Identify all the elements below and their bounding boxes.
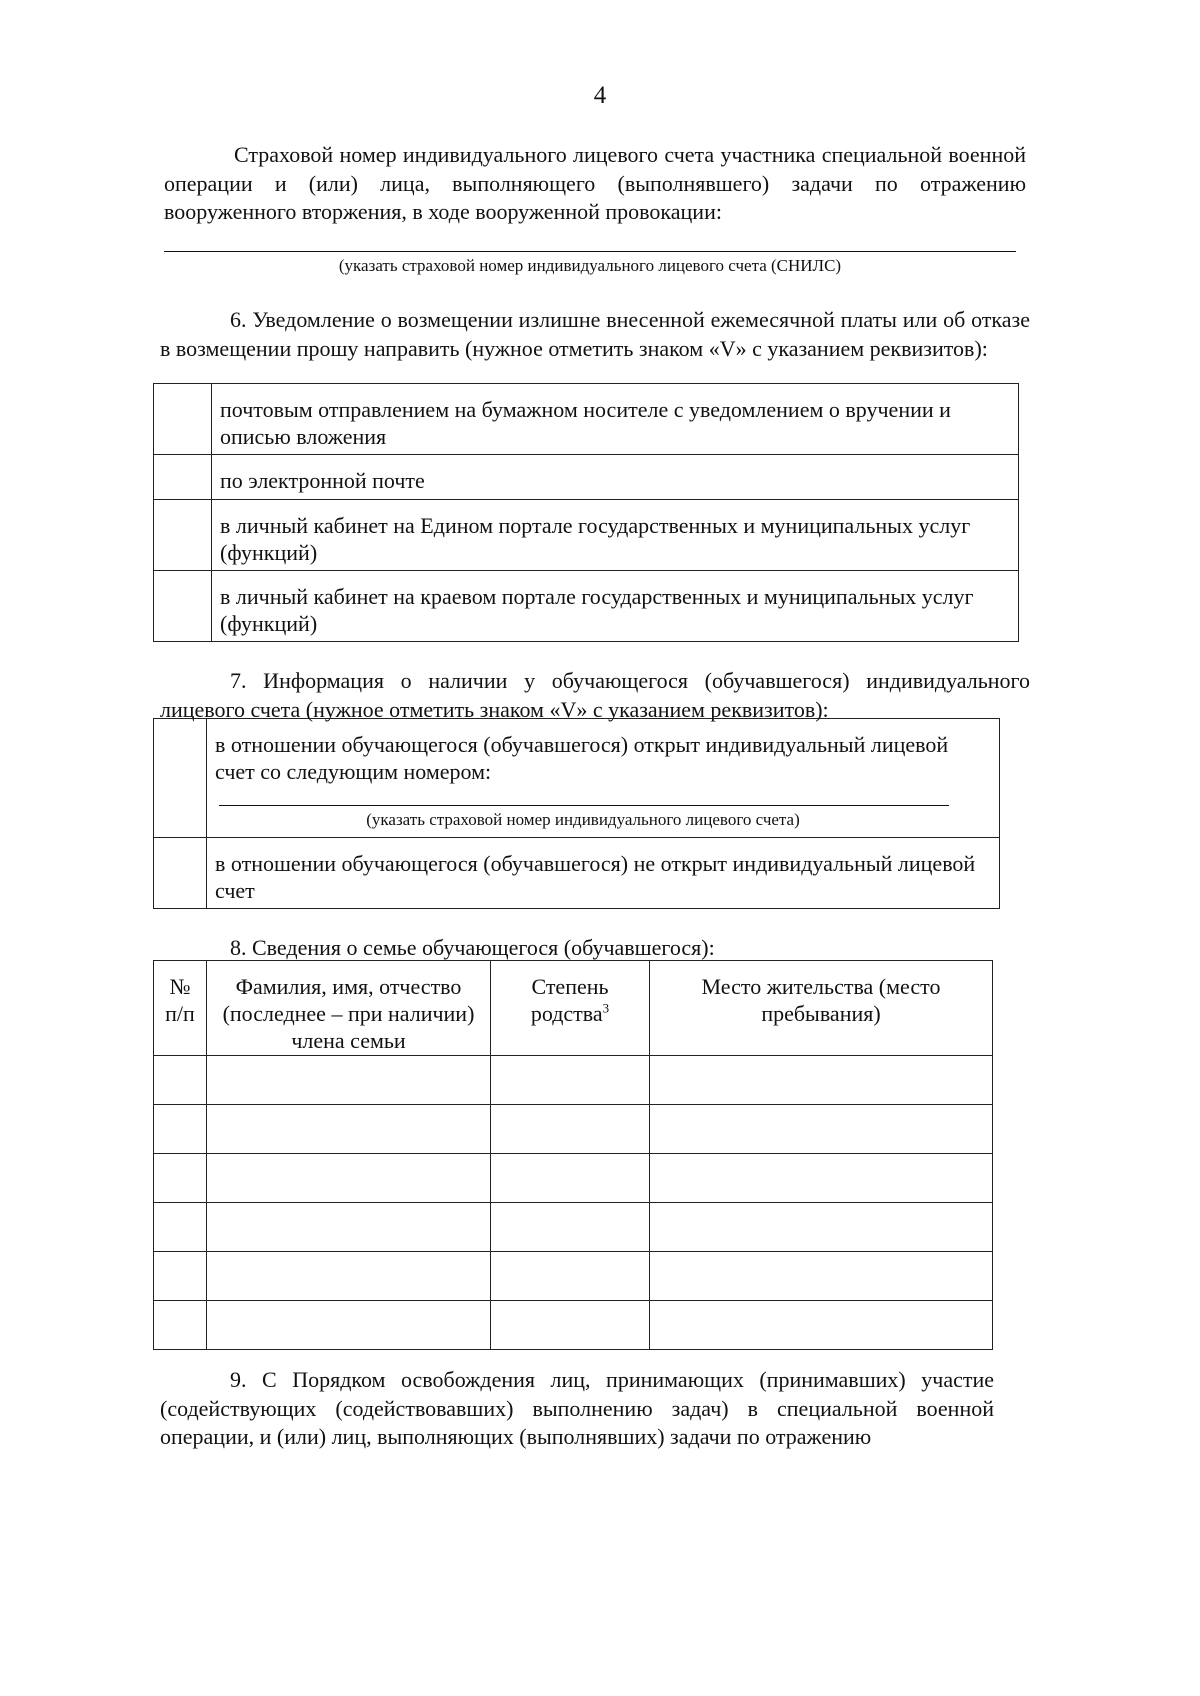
checkbox-postal[interactable] (154, 384, 212, 455)
col-relation-label: Степень родства (530, 974, 609, 1026)
cell-number[interactable] (154, 1154, 207, 1203)
option-row (154, 571, 1019, 642)
cell-relation[interactable] (491, 1203, 650, 1252)
account-number-input-line[interactable] (219, 805, 949, 806)
col-number-header: № п/п (154, 961, 207, 1056)
option-cell (207, 719, 1000, 838)
table-row (154, 1301, 993, 1350)
cell-residence[interactable] (650, 1105, 993, 1154)
footnote-marker: 3 (602, 1000, 610, 1016)
option-label: в личный кабинет на краевом портале государственных и муниципальных услуг (функций) (212, 571, 1019, 642)
cell-number[interactable] (154, 1105, 207, 1154)
option-label: в отношении обучающегося (обучавшегося) открыт индивидуальный лицевой счет со следующим номером: (215, 732, 949, 784)
cell-number[interactable] (154, 1252, 207, 1301)
cell-name[interactable] (207, 1105, 491, 1154)
cell-number[interactable] (154, 1301, 207, 1350)
cell-relation[interactable] (491, 1301, 650, 1350)
cell-residence[interactable] (650, 1301, 993, 1350)
cell-relation[interactable] (491, 1154, 650, 1203)
option-label: в отношении обучающегося (обучавшегося) не открыт индивидуальный лицевой счет (207, 838, 1000, 909)
page-number: 4 (593, 82, 607, 109)
cell-residence[interactable] (650, 1154, 993, 1203)
cell-name[interactable] (207, 1301, 491, 1350)
col-residence-header: Место жительства (место пребывания) (650, 961, 993, 1056)
section-7-text: 7. Информация о наличии у обучающегося (обучавшегося) индивидуального лицевого счета (нужное отметить знаком «V» с указанием реквизитов): (160, 668, 1030, 722)
cell-relation[interactable] (491, 1105, 650, 1154)
table-row (154, 1056, 993, 1105)
table-row (154, 1252, 993, 1301)
cell-residence[interactable] (650, 1056, 993, 1105)
option-label: почтовым отправлением на бумажном носителе с уведомлением о вручении и описью вложения (212, 384, 1019, 455)
cell-name[interactable] (207, 1056, 491, 1105)
option-label: по электронной почте (212, 455, 1019, 500)
option-row (154, 500, 1019, 571)
option-row (154, 455, 1019, 500)
col-relation-header (491, 961, 650, 1056)
table-row (154, 1105, 993, 1154)
section-9-text: 9. С Порядком освобождения лиц, принимающих (принимавших) участие (содействующих (содействовавших) выполнению задач) в специальной военной операции, и (или) лиц, выполняющих (выполнявших) задачи по отражению (160, 1367, 994, 1449)
cell-number[interactable] (154, 1056, 207, 1105)
account-options-table (153, 718, 1000, 909)
table-header-row (154, 961, 993, 1056)
option-row (154, 384, 1019, 455)
col-name-header: Фамилия, имя, отчество (последнее – при наличии) члена семьи (207, 961, 491, 1056)
checkbox-federal-portal[interactable] (154, 500, 212, 571)
snils-caption: (указать страховой номер индивидуального лицевого счета (СНИЛС) (338, 256, 842, 275)
family-table (153, 960, 993, 1350)
account-number-caption: (указать страховой номер индивидуального лицевого счета) (366, 810, 800, 829)
cell-residence[interactable] (650, 1252, 993, 1301)
option-row (154, 838, 1000, 909)
cell-name[interactable] (207, 1203, 491, 1252)
section-8-text: 8. Сведения о семье обучающегося (обучавшегося): (230, 935, 715, 960)
option-row (154, 719, 1000, 838)
option-label: в личный кабинет на Едином портале государственных и муниципальных услуг (функций) (212, 500, 1019, 571)
snils-paragraph: Страховой номер индивидуального лицевого счета участника специальной военной операции и (или) лица, выполняющего (выполнявшего) задачи по отражению вооруженного вторжения, в ходе вооруженной провокации: (164, 142, 1026, 224)
table-row (154, 1203, 993, 1252)
checkbox-account-not-open[interactable] (154, 838, 207, 909)
cell-relation[interactable] (491, 1056, 650, 1105)
table-row (154, 1154, 993, 1203)
checkbox-email[interactable] (154, 455, 212, 500)
cell-residence[interactable] (650, 1203, 993, 1252)
cell-name[interactable] (207, 1252, 491, 1301)
cell-number[interactable] (154, 1203, 207, 1252)
cell-name[interactable] (207, 1154, 491, 1203)
checkbox-regional-portal[interactable] (154, 571, 212, 642)
snils-input-line[interactable] (164, 251, 1016, 252)
notification-options-table (153, 383, 1019, 642)
checkbox-account-open[interactable] (154, 719, 207, 838)
cell-relation[interactable] (491, 1252, 650, 1301)
section-6-text: 6. Уведомление о возмещении излишне внесенной ежемесячной платы или об отказе в возмещении прошу направить (нужное отметить знаком «V» с указанием реквизитов): (160, 307, 1030, 361)
